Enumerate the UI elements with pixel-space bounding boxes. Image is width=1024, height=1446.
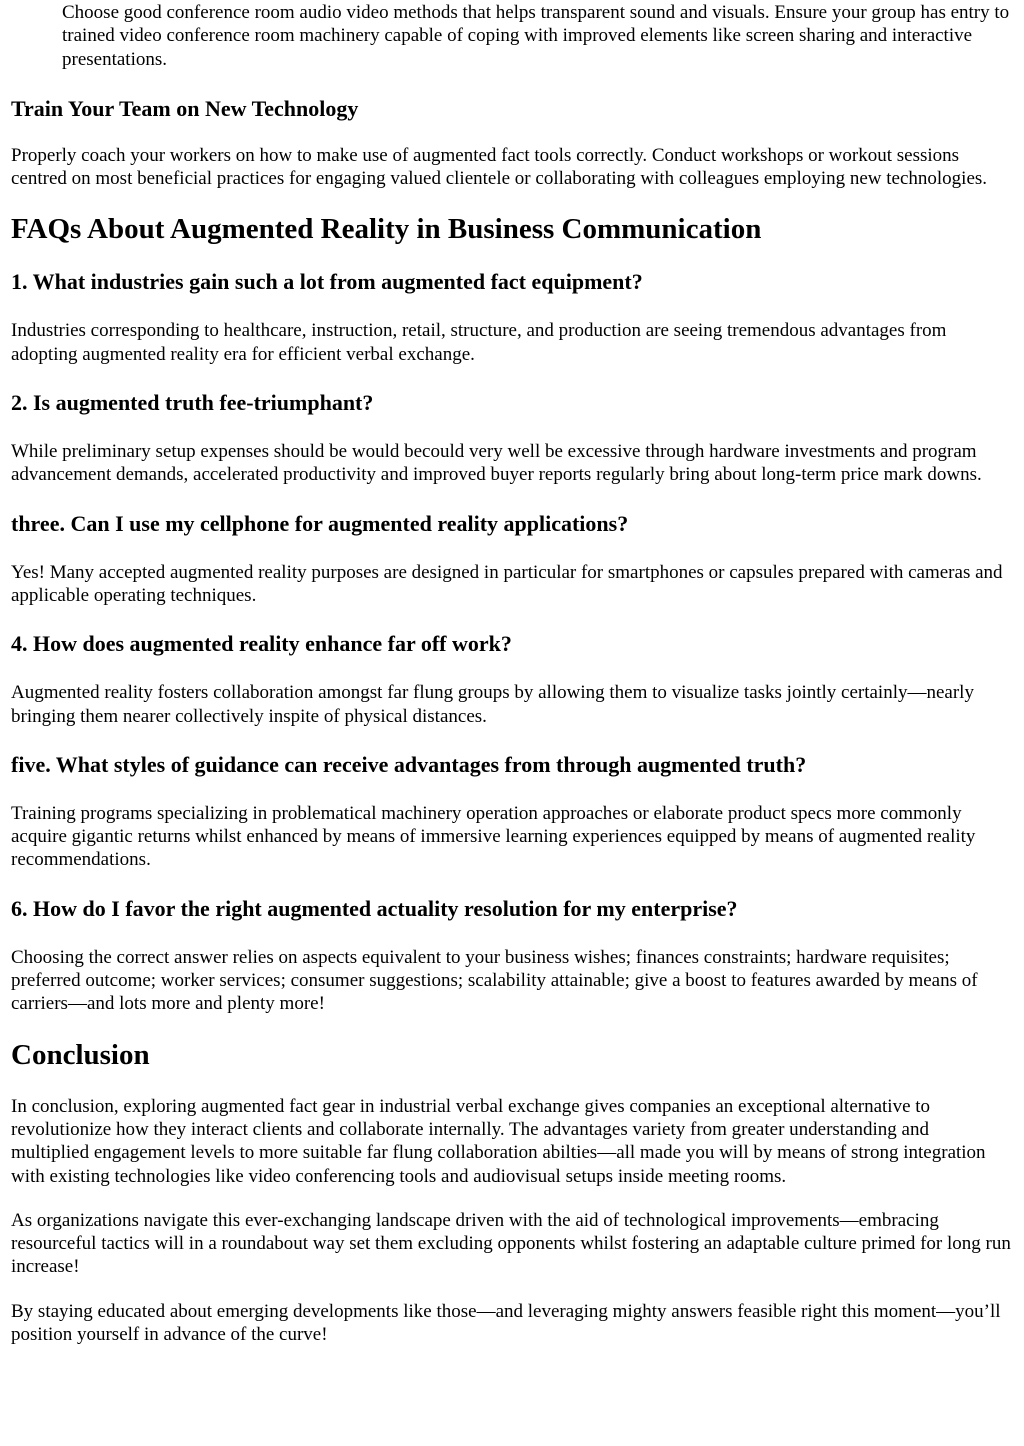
conclusion-paragraph-3: By staying educated about emerging developments like those—and leveraging mighty answers feasible right this moment—you’ll position yourself in advance of the curve! <box>11 1300 1001 1346</box>
faq-question-1: 1. What industries gain such a lot from augmented fact equipment? <box>11 269 643 295</box>
faq-question-3: three. Can I use my cellphone for augmented reality applications? <box>11 510 629 536</box>
faq-answer-6: Choosing the correct answer relies on aspects equivalent to your business wishes; finances constraints; hardware requisites; preferred outcome; worker services; consumer suggestions; scalability attainable; give a boost to features awarded by means of carriers—and lots more and plenty more! <box>11 946 978 1015</box>
conclusion-paragraph-1: In conclusion, exploring augmented fact gear in industrial verbal exchange gives companies an exceptional alternative to revolutionize how they interact clients and collaborate internally. The advantages variety from greater understanding and multiplied engagement levels to more suitable far flung collaboration abilties—all made you will by means of strong integration with existing technologies like video conferencing tools and audiovisual setups inside meeting rooms. <box>11 1095 986 1187</box>
faq-question-5: five. What styles of guidance can receive advantages from through augmented truth? <box>11 751 807 777</box>
faq-answer-5: Training programs specializing in problematical machinery operation approaches or elaborate product specs more commonly acquire gigantic returns whilst enhanced by means of immersive learning experiences equipped by means of augmented reality recommendations. <box>11 802 976 871</box>
faq-question-4: 4. How does augmented reality enhance far off work? <box>11 631 512 657</box>
train-team-heading: Train Your Team on New Technology <box>11 95 359 121</box>
conclusion-paragraph-2: As organizations navigate this ever-exchanging landscape driven with the aid of technological improvements—embracing resourceful tactics will in a roundabout way set them excluding opponents whilst fostering an adaptable culture primed for long run increase! <box>11 1209 1011 1278</box>
train-team-paragraph: Properly coach your workers on how to make use of augmented fact tools correctly. Conduct workshops or workout sessions centred on most beneficial practices for engaging valued clientele or collaborating with colleagues employing new technologies. <box>11 144 988 190</box>
faq-question-6: 6. How do I favor the right augmented actuality resolution for my enterprise? <box>11 895 738 921</box>
faq-question-2: 2. Is augmented truth fee-triumphant? <box>11 390 374 416</box>
article-content <box>11 0 1011 1346</box>
faq-answer-1: Industries corresponding to healthcare, instruction, retail, structure, and production are seeing tremendous advantages from adopting augmented reality era for efficient verbal exchange. <box>11 320 947 365</box>
intro-paragraph: Choose good conference room audio video methods that helps transparent sound and visuals. Ensure your group has entry to trained video conference room machinery capable of coping with improved elements like screen sharing and interactive presentations. <box>62 2 1010 70</box>
faq-answer-4: Augmented reality fosters collaboration amongst far flung groups by allowing them to visualize tasks jointly certainly—nearly bringing them nearer collectively inspite of physical distances. <box>11 682 974 727</box>
faq-heading: FAQs About Augmented Reality in Business Communication <box>11 213 762 246</box>
faq-answer-2: While preliminary setup expenses should be would becould very well be excessive through hardware investments and program advancement demands, accelerated productivity and improved buyer reports regularly bring about long-term price mark downs. <box>11 441 982 486</box>
faq-answer-3: Yes! Many accepted augmented reality purposes are designed in particular for smartphones or capsules prepared with cameras and applicable operating techniques. <box>11 561 1003 606</box>
conclusion-heading: Conclusion <box>11 1038 150 1071</box>
